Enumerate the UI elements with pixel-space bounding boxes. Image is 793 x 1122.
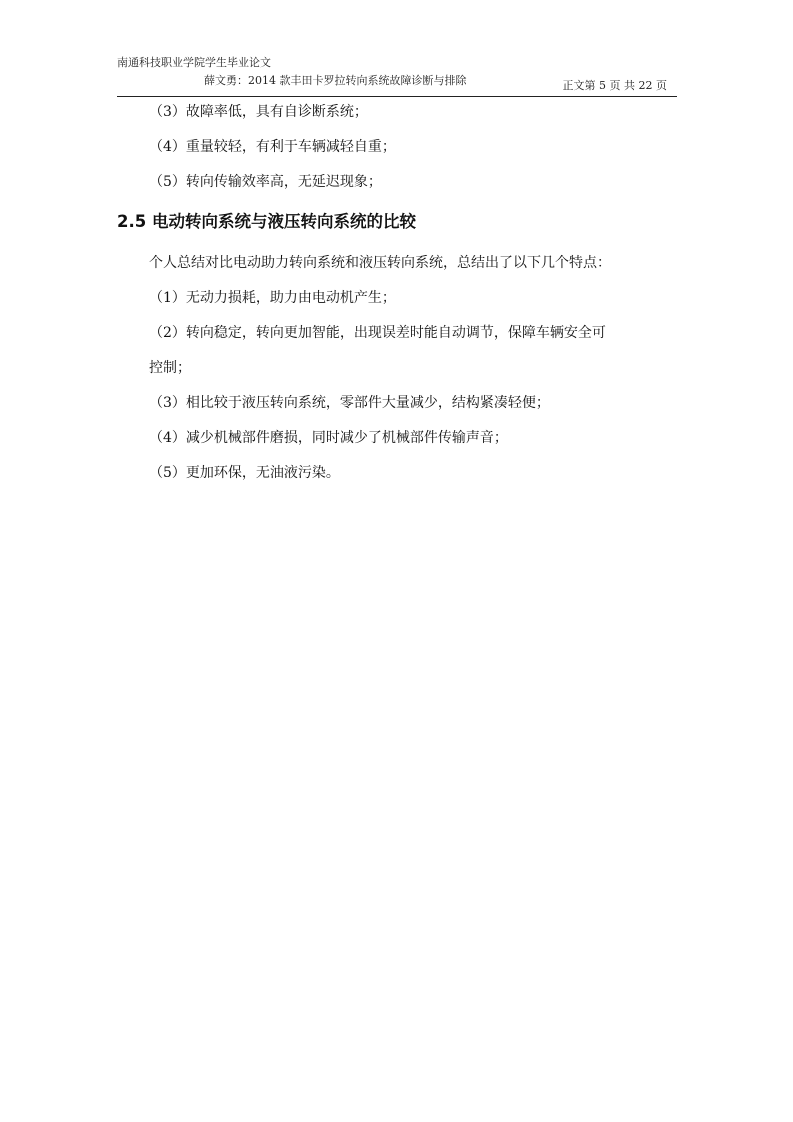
list-item-3: （3）故障率低，具有自诊断系统； bbox=[149, 104, 368, 120]
comparison-point-1: （1）无动力损耗，助力由电动机产生； bbox=[149, 290, 396, 306]
header-school-name: 南通科技职业学院学生毕业论文 bbox=[117, 56, 271, 69]
section-heading: 2.5 电动转向系统与液压转向系统的比较 bbox=[117, 212, 416, 231]
comparison-point-2: （2）转向稳定，转向更加智能，出现误差时能自动调节，保障车辆安全可 bbox=[149, 325, 606, 341]
comparison-point-5: （5）更加环保，无油液污染。 bbox=[149, 465, 340, 481]
list-item-5: （5）转向传输效率高，无延迟现象； bbox=[149, 174, 382, 190]
section-intro-paragraph: 个人总结对比电动助力转向系统和液压转向系统，总结出了以下几个特点： bbox=[149, 255, 611, 271]
comparison-point-2-continued: 控制； bbox=[149, 360, 191, 376]
page-header bbox=[117, 54, 677, 96]
header-page-info: 正文第 5 页 共 22 页 bbox=[562, 79, 667, 92]
header-thesis-title: 薛文勇：2014 款丰田卡罗拉转向系统故障诊断与排除 bbox=[204, 74, 467, 87]
comparison-point-4: （4）减少机械部件磨损，同时减少了机械部件传输声音； bbox=[149, 430, 508, 446]
list-item-4: （4）重量较轻，有利于车辆减轻自重； bbox=[149, 139, 396, 155]
header-divider bbox=[117, 96, 677, 97]
comparison-point-3: （3）相比较于液压转向系统，零部件大量减少，结构紧凑轻便； bbox=[149, 395, 550, 411]
